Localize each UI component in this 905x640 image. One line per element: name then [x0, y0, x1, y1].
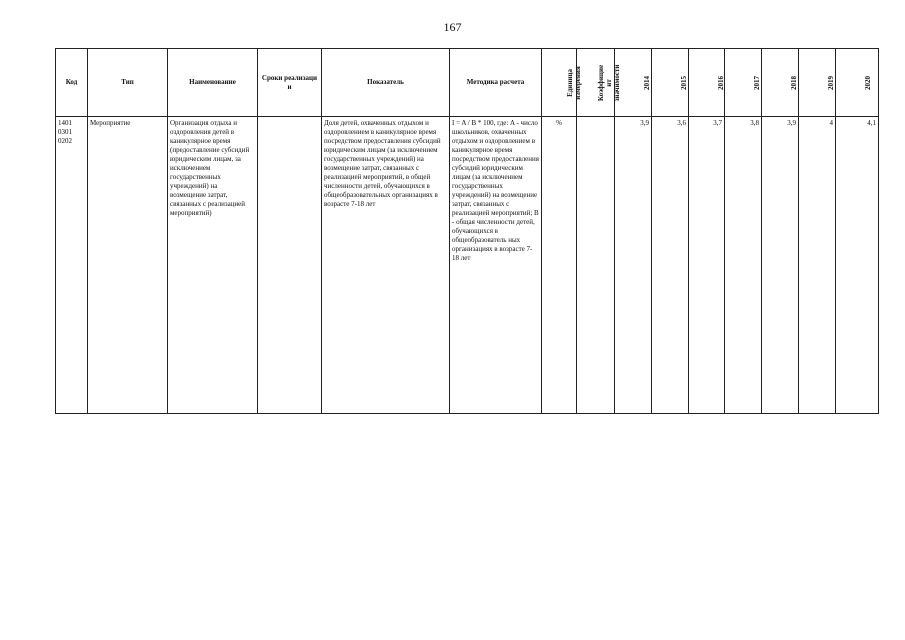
cell-terms [258, 117, 322, 414]
header-year-2015-label: 2015 [680, 75, 688, 90]
header-year-2019 [799, 49, 836, 117]
cell-type: Мероприятие [88, 117, 168, 414]
page-number: 167 [443, 20, 462, 34]
cell-name: Организация отдыха и оздоровления детей в каникулярное время (предоставление субсидий юридическим лицам, за исключением государственных учреждений) на возмещение затрат, связанных с реализацией мероприятий) [168, 117, 258, 414]
cell-unit: % [542, 117, 577, 414]
cell-2014: 3,9 [615, 117, 652, 414]
header-year-2015 [652, 49, 689, 117]
cell-2017: 3,8 [725, 117, 762, 414]
header-year-2019-label: 2019 [827, 75, 835, 90]
cell-2019: 4 [799, 117, 836, 414]
header-method: Методика расчета [450, 49, 542, 117]
header-year-2016 [689, 49, 725, 117]
header-year-2016-label: 2016 [717, 75, 725, 90]
header-code: Код [56, 49, 88, 117]
header-terms: Сроки реализаци и [258, 49, 322, 117]
header-year-2020 [836, 49, 879, 117]
header-unit-label: Единица измерения [566, 65, 582, 100]
indicators-table [55, 48, 879, 414]
cell-coef [577, 117, 615, 414]
cell-code: 1401 0301 0202 [56, 117, 88, 414]
cell-2016: 3,7 [689, 117, 725, 414]
header-type: Тип [88, 49, 168, 117]
header-year-2018-label: 2018 [790, 75, 798, 90]
cell-2018: 3,9 [762, 117, 799, 414]
header-year-2017-label: 2017 [753, 75, 761, 90]
header-row [56, 49, 879, 117]
cell-method: I = A / B * 100, где: A - число школьников, охваченных отдыхом и оздоровлением в каникулярное время посредством предоставления субсидий юридическим лицам (за исключением государственных учреждений) на возмещение затрат, связанных с реализацией мероприятий; B - общая численности детей, обучающихся в общеобразователь ных организациях в возрасте 7-18 лет [450, 117, 542, 414]
cell-2020: 4,1 [836, 117, 879, 414]
header-name: Наименование [168, 49, 258, 117]
header-unit [542, 49, 582, 117]
header-year-2014-label: 2014 [643, 75, 651, 90]
table-row [56, 117, 879, 414]
header-coef-label: Коэффицие нт значимости [597, 64, 621, 101]
cell-indicator: Доля детей, охваченных отдыхом и оздоровлением в каникулярное время посредством предоставления субсидий юридическим лицам (за исключением государственных учреждений) на возмещение затрат, связанных с реализацией мероприятий, в общей численности детей, обучающихся в общеобразовательных организациях в возрасте 7-18 лет [322, 117, 450, 414]
header-indicator: Показатель [322, 49, 450, 117]
header-coef [577, 49, 621, 117]
header-year-2017 [725, 49, 762, 117]
header-year-2018 [762, 49, 799, 117]
cell-2015: 3,6 [652, 117, 689, 414]
header-year-2020-label: 2020 [864, 75, 872, 90]
